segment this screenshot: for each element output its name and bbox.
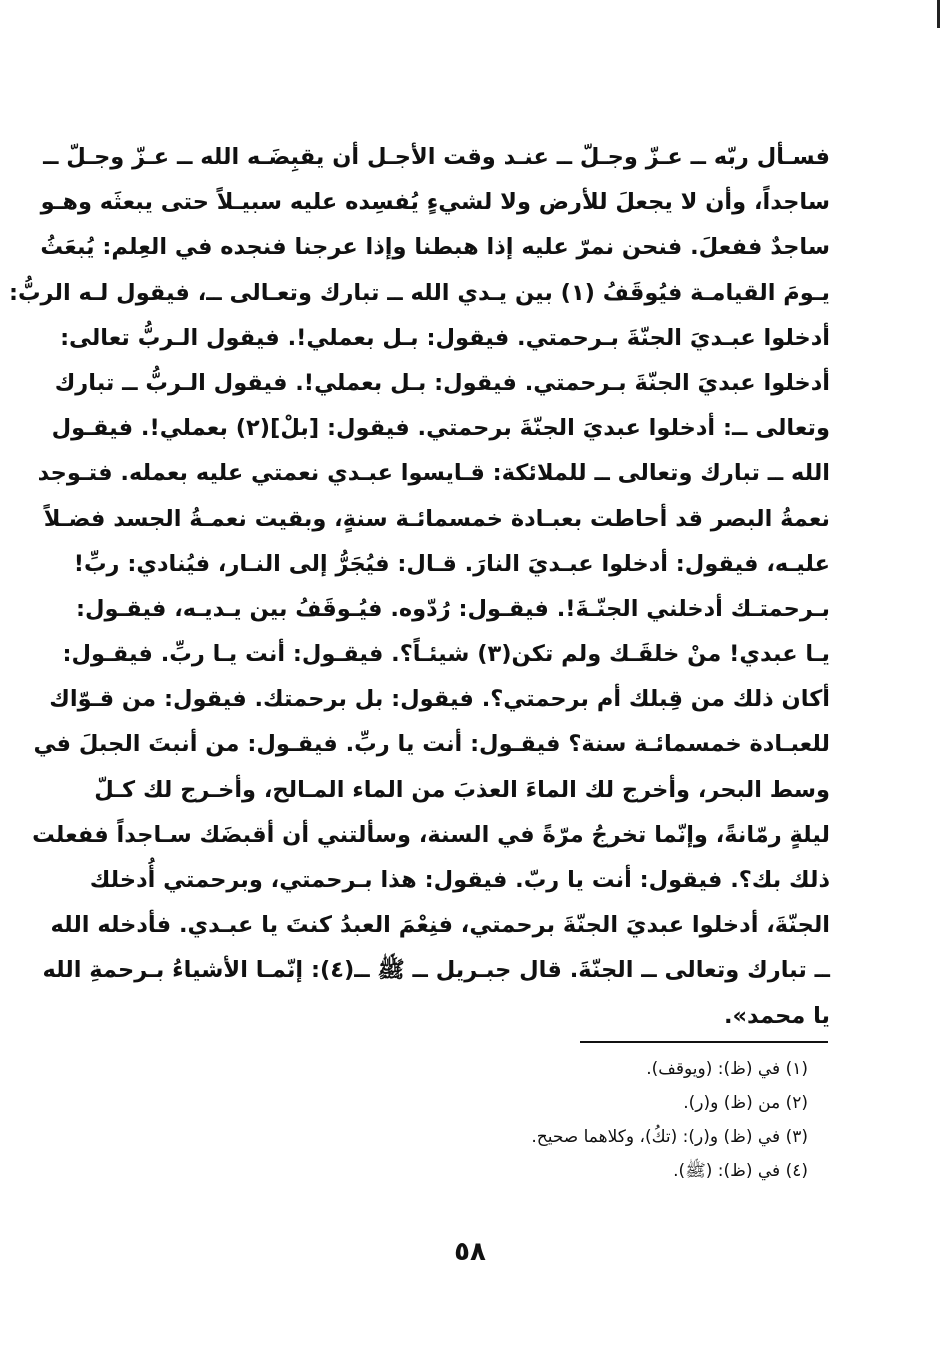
page-number: ٥٨ [454, 1237, 486, 1267]
text-line: عليـه، فيقول: أدخلوا عبـديَ النارَ. قـال: فيُجَرُّ إلى النـار، فيُنادي: ربِّ! [73, 550, 830, 577]
text-line: ساجدٌ ففعلَ. فنحن نمرّ عليه إذا هبطنا وإذا عرجنا فنجده في العِلم: يُبعَثُ [40, 234, 830, 261]
text-line: الجنّةَ، أدخلوا عبديَ الجنّةَ برحمتي، فنِعْمَ العبدُ كنتَ يا عبـدي. فأدخله الله [50, 912, 830, 939]
text-line: يـا عبدي! منْ خلقَـك ولم تكن(٣) شيئـاً؟. فيقـول: أنت يـا ربِّ. فيقـول: [62, 641, 830, 668]
footnote-separator [580, 1041, 828, 1043]
footnote: (١) في (ظ): (ويوقف). [646, 1059, 808, 1079]
text-line: الله ــ تبارك وتعالى ــ للملائكة: قـايسوا عبـدي نعمتي عليه بعمله. فتـوجد [37, 460, 830, 487]
text-line: نعمةُ البصر قد أحاطت بعبـادة خمسمائـة سنةٍ، وبقيت نعمـةُ الجسد فضـلاً [43, 505, 830, 532]
text-line: ــ تبارك وتعالى ــ الجنّةَ. قال جبـريل ــ ﷺ ــ(٤): إنّمـا الأشياءُ بـرحمةِ الله [42, 957, 830, 984]
footnote: (٢) من (ظ) و(ر). [683, 1093, 808, 1113]
footnote: (٤) في (ظ): (ﷺ). [673, 1161, 808, 1181]
text-line: بـرحمتـك أدخلني الجنّـةَ!. فيقـول: رُدّوه. فيُـوقَفُ بين يـديـه، فيقـول: [75, 595, 830, 622]
text-line: وتعالى ــ: أدخلوا عبديَ الجنّةَ برحمتي. فيقول: [بلْ](٢) بعملي!. فيقـول [51, 415, 830, 442]
text-line: أدخلوا عبـديَ الجنّةَ بـرحمتي. فيقول: بـل بعملي!. فيقول الـربُّ تعالى: [60, 324, 830, 351]
text-line: للعبـادة خمسمائـة سنة؟ فيقـول: أنت يا ربِّ. فيقـول: من أنبتَ الجبلَ في [33, 731, 830, 758]
text-line: فسـأل ربّه ــ عـزّ وجـلّ ــ عنـد وقت الأجـل أن يقبِضَـه الله ــ عـزّ وجـلّ ــ [43, 144, 830, 170]
main-text-block [8, 135, 830, 1039]
text-line: ساجداً، وأن لا يجعلَ للأرض ولا لشيءٍ يُفسِده عليه سبيـلاً حتى يبعثَه وهـو [40, 189, 830, 216]
text-line: يا محمد». [723, 1002, 830, 1029]
text-line: أكان ذلك من قِبلك أم برحمتي؟. فيقول: بل برحمتك. فيقول: من قـوّاك [49, 686, 830, 713]
text-line: أدخلوا عبديَ الجنّةَ بـرحمتي. فيقول: بـل بعملي!. فيقول الـربُّ ــ تبارك [54, 369, 830, 396]
footnotes-block [300, 1052, 808, 1188]
text-line: ذلك بك؟. فيقول: أنت يا ربّ. فيقول: هذا بـرحمتي، وبرحمتي أُدخلك [89, 867, 830, 893]
text-line: ليلةٍ رمّانةً، وإنّما تخرجُ مرّةً في السنة، وسألتني أن أقبضَك سـاجداً ففعلت [32, 821, 830, 848]
text-line: يـومَ القيامـة فيُوقَفُ (١) بين يـدي الله ــ تبارك وتعـالى ــ، فيقول لـه الربُّ: [8, 279, 830, 306]
footnote: (٣) في (ظ) و(ر): (تكُ)، وكلاهما صحيح. [531, 1127, 808, 1147]
text-line: وسط البحر، وأخرج لك الماءَ العذبَ من الماء المـالح، وأخـرج لك كـلّ [94, 776, 830, 803]
